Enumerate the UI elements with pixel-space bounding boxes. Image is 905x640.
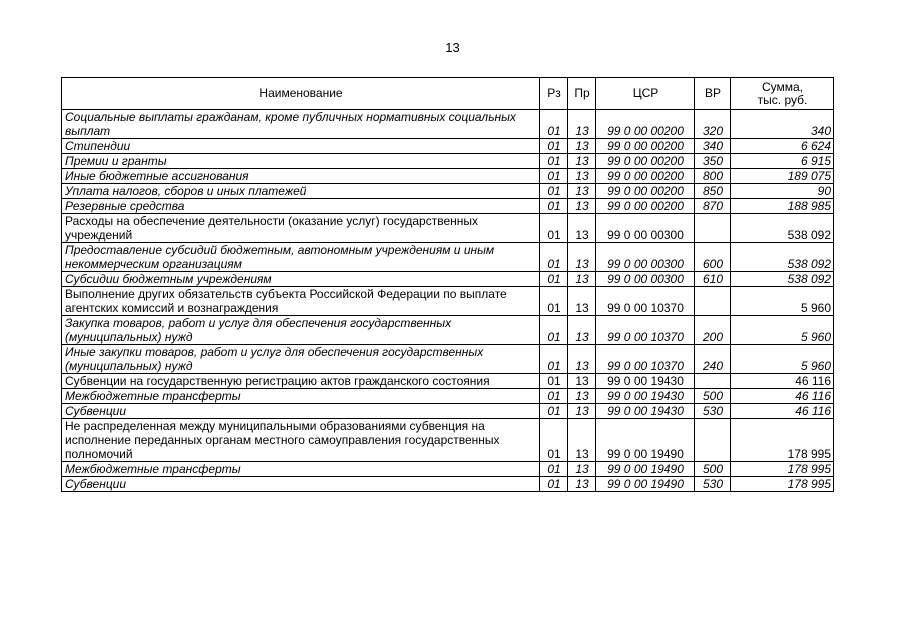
row-rz: 01 <box>540 462 568 477</box>
row-sum: 46 116 <box>731 389 834 404</box>
row-sum: 538 092 <box>731 243 834 272</box>
row-vr: 500 <box>695 389 731 404</box>
table-row <box>62 272 834 287</box>
table-row <box>62 345 834 374</box>
row-name: Субвенции <box>62 404 540 419</box>
row-csr: 99 0 00 19430 <box>596 404 695 419</box>
row-name: Субвенции на государственную регистрацию актов гражданского состояния <box>62 374 540 389</box>
row-csr: 99 0 00 19430 <box>596 374 695 389</box>
row-rz: 01 <box>540 404 568 419</box>
table-row <box>62 214 834 243</box>
row-pr: 13 <box>568 199 596 214</box>
row-vr: 850 <box>695 184 731 199</box>
row-pr: 13 <box>568 272 596 287</box>
row-sum: 46 116 <box>731 404 834 419</box>
table-row <box>62 419 834 462</box>
row-rz: 01 <box>540 214 568 243</box>
header-rz: Рз <box>540 78 568 110</box>
row-sum: 340 <box>731 110 834 139</box>
row-rz: 01 <box>540 316 568 345</box>
row-pr: 13 <box>568 154 596 169</box>
row-csr: 99 0 00 10370 <box>596 345 695 374</box>
row-name: Премии и гранты <box>62 154 540 169</box>
row-rz: 01 <box>540 169 568 184</box>
row-vr <box>695 287 731 316</box>
row-name: Предоставление субсидий бюджетным, автономным учреждениям и иным некоммерческим организациям <box>62 243 540 272</box>
row-csr: 99 0 00 19490 <box>596 462 695 477</box>
row-csr: 99 0 00 00200 <box>596 139 695 154</box>
row-csr: 99 0 00 10370 <box>596 287 695 316</box>
row-vr: 610 <box>695 272 731 287</box>
row-csr: 99 0 00 00200 <box>596 184 695 199</box>
row-pr: 13 <box>568 110 596 139</box>
row-pr: 13 <box>568 419 596 462</box>
row-vr: 240 <box>695 345 731 374</box>
table-row <box>62 462 834 477</box>
table-row <box>62 169 834 184</box>
row-name: Не распределенная между муниципальными образованиями субвенция на исполнение переданных органам местного самоуправления государственных полномочий <box>62 419 540 462</box>
row-vr: 350 <box>695 154 731 169</box>
row-vr: 530 <box>695 477 731 492</box>
table-row <box>62 389 834 404</box>
row-name: Стипендии <box>62 139 540 154</box>
table-row <box>62 404 834 419</box>
row-name: Субсидии бюджетным учреждениям <box>62 272 540 287</box>
header-sum-line1: Сумма, <box>761 79 804 94</box>
row-pr: 13 <box>568 169 596 184</box>
header-name: Наименование <box>62 78 540 110</box>
row-vr <box>695 374 731 389</box>
table-row <box>62 287 834 316</box>
row-sum: 6 624 <box>731 139 834 154</box>
row-name: Закупка товаров, работ и услуг для обеспечения государственных (муниципальных) нужд <box>62 316 540 345</box>
row-pr: 13 <box>568 214 596 243</box>
row-name: Уплата налогов, сборов и иных платежей <box>62 184 540 199</box>
row-name: Резервные средства <box>62 199 540 214</box>
header-sum-line2: тыс. руб. <box>757 92 808 107</box>
row-sum: 6 915 <box>731 154 834 169</box>
table-row <box>62 243 834 272</box>
page-number: 13 <box>445 40 460 55</box>
row-rz: 01 <box>540 243 568 272</box>
row-rz: 01 <box>540 345 568 374</box>
table-row <box>62 199 834 214</box>
table-row <box>62 184 834 199</box>
row-csr: 99 0 00 10370 <box>596 316 695 345</box>
table-row <box>62 110 834 139</box>
row-rz: 01 <box>540 154 568 169</box>
header-sum <box>731 78 834 110</box>
row-sum: 90 <box>731 184 834 199</box>
row-vr <box>695 419 731 462</box>
row-csr: 99 0 00 00300 <box>596 243 695 272</box>
row-pr: 13 <box>568 477 596 492</box>
row-sum: 178 995 <box>731 477 834 492</box>
row-vr: 340 <box>695 139 731 154</box>
row-csr: 99 0 00 00300 <box>596 214 695 243</box>
row-name: Субвенции <box>62 477 540 492</box>
row-vr <box>695 214 731 243</box>
row-pr: 13 <box>568 389 596 404</box>
row-pr: 13 <box>568 404 596 419</box>
row-rz: 01 <box>540 199 568 214</box>
table-row <box>62 139 834 154</box>
header-vr: ВР <box>695 78 731 110</box>
row-rz: 01 <box>540 184 568 199</box>
row-sum: 538 092 <box>731 272 834 287</box>
row-pr: 13 <box>568 184 596 199</box>
row-vr: 870 <box>695 199 731 214</box>
row-pr: 13 <box>568 316 596 345</box>
row-name: Иные бюджетные ассигнования <box>62 169 540 184</box>
row-pr: 13 <box>568 243 596 272</box>
row-rz: 01 <box>540 477 568 492</box>
row-vr: 800 <box>695 169 731 184</box>
row-sum: 46 116 <box>731 374 834 389</box>
table-row <box>62 477 834 492</box>
table-row <box>62 316 834 345</box>
row-name: Социальные выплаты гражданам, кроме публичных нормативных социальных выплат <box>62 110 540 139</box>
row-pr: 13 <box>568 345 596 374</box>
row-rz: 01 <box>540 272 568 287</box>
row-sum: 189 075 <box>731 169 834 184</box>
row-rz: 01 <box>540 139 568 154</box>
header-csr: ЦСР <box>596 78 695 110</box>
row-sum: 188 985 <box>731 199 834 214</box>
row-rz: 01 <box>540 419 568 462</box>
table-row <box>62 154 834 169</box>
row-pr: 13 <box>568 139 596 154</box>
row-rz: 01 <box>540 389 568 404</box>
row-sum: 178 995 <box>731 462 834 477</box>
row-csr: 99 0 00 00200 <box>596 154 695 169</box>
table-header-row <box>62 78 834 110</box>
row-rz: 01 <box>540 110 568 139</box>
row-sum: 178 995 <box>731 419 834 462</box>
row-sum: 538 092 <box>731 214 834 243</box>
row-name: Иные закупки товаров, работ и услуг для обеспечения государственных (муниципальных) нужд <box>62 345 540 374</box>
row-pr: 13 <box>568 287 596 316</box>
row-name: Межбюджетные трансферты <box>62 462 540 477</box>
row-vr: 500 <box>695 462 731 477</box>
row-vr: 320 <box>695 110 731 139</box>
row-csr: 99 0 00 00300 <box>596 272 695 287</box>
row-pr: 13 <box>568 462 596 477</box>
row-csr: 99 0 00 19490 <box>596 477 695 492</box>
row-rz: 01 <box>540 287 568 316</box>
budget-table <box>61 77 834 492</box>
table-row <box>62 374 834 389</box>
row-vr: 200 <box>695 316 731 345</box>
row-name: Выполнение других обязательств субъекта Российской Федерации по выплате агентских комиссий и вознаграждения <box>62 287 540 316</box>
row-vr: 600 <box>695 243 731 272</box>
row-name: Расходы на обеспечение деятельности (оказание услуг) государственных учреждений <box>62 214 540 243</box>
row-csr: 99 0 00 00200 <box>596 110 695 139</box>
row-rz: 01 <box>540 374 568 389</box>
row-sum: 5 960 <box>731 287 834 316</box>
row-csr: 99 0 00 00200 <box>596 169 695 184</box>
row-vr: 530 <box>695 404 731 419</box>
row-sum: 5 960 <box>731 345 834 374</box>
row-csr: 99 0 00 19490 <box>596 419 695 462</box>
row-sum: 5 960 <box>731 316 834 345</box>
row-csr: 99 0 00 00200 <box>596 199 695 214</box>
header-pr: Пр <box>568 78 596 110</box>
row-name: Межбюджетные трансферты <box>62 389 540 404</box>
row-csr: 99 0 00 19430 <box>596 389 695 404</box>
row-pr: 13 <box>568 374 596 389</box>
